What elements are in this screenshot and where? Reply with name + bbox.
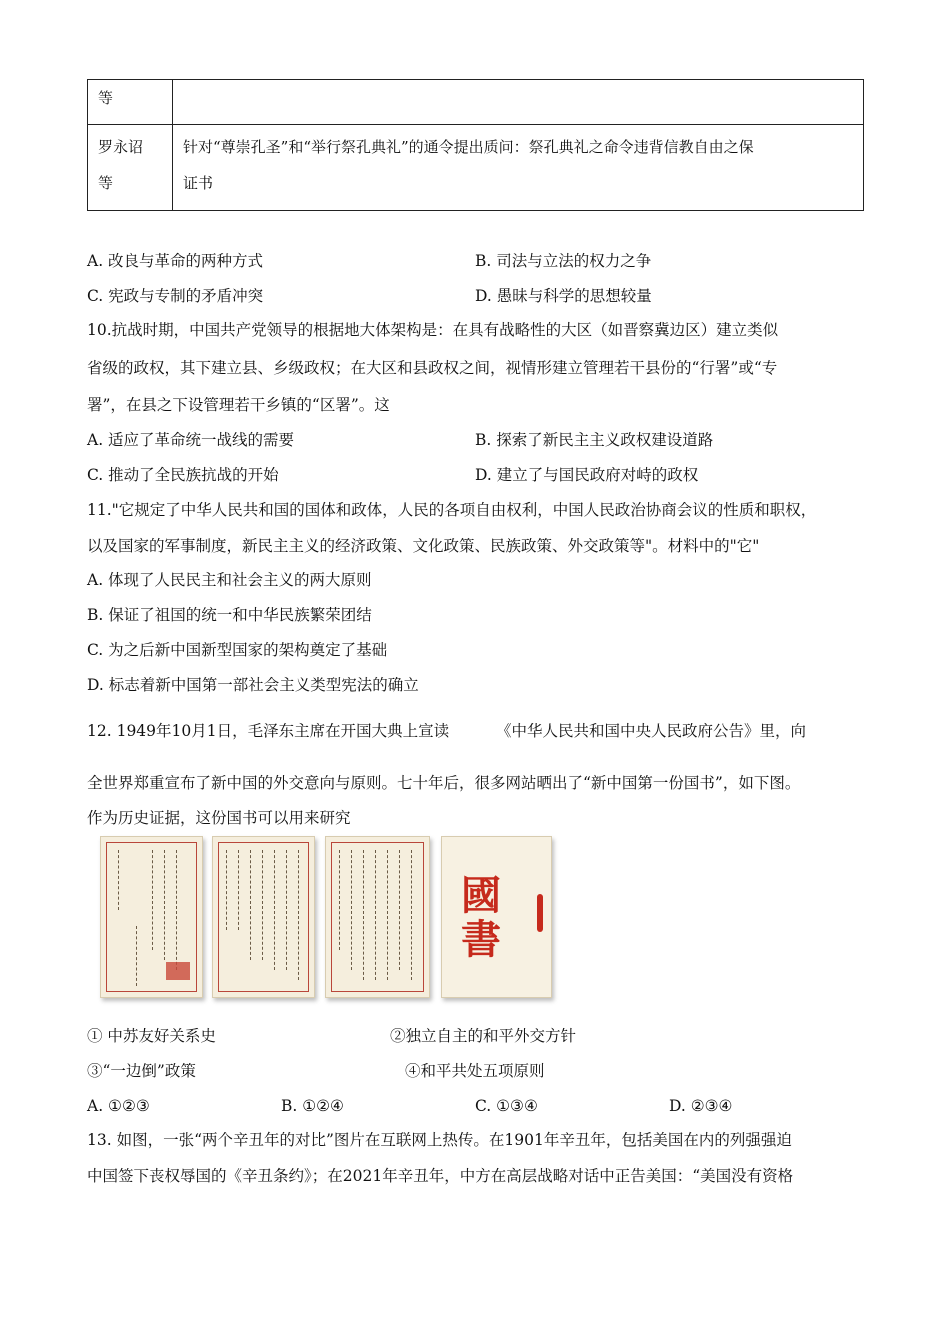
table-cell-content: 针对“尊崇孔圣”和“举行祭孔典礼”的通令提出质问：祭孔典礼之命令违背信教自由之保 证书 [173,125,864,211]
q12-stem-line: 作为历史证据，这份国书可以用来研究 [87,809,351,827]
q9-option-c[interactable]: C. 宪政与专制的矛盾冲突 [87,287,264,305]
state-letter-page-3 [325,836,430,998]
q11-stem-line: 11."它规定了中华人民共和国的国体和政体，人民的各项自由权利，中国人民政治协商会议的性质和职权， [87,501,817,519]
q9-option-d[interactable]: D. 愚昧与科学的思想较量 [475,287,652,305]
q10-stem-line: 10.抗战时期，中国共产党领导的根据地大体架构是：在具有战略性的大区（如晋察冀边区）建立类似 [87,321,779,339]
cover-seal-text: 國書 [461,872,501,963]
q11-option-a[interactable]: A. 体现了人民民主和社会主义的两大原则 [87,571,372,589]
state-letter-page-1 [100,836,203,998]
table-row [88,80,864,125]
state-letter-images [100,836,552,998]
table-cell-name: 罗永诏 等 [88,125,173,211]
q12-option-b[interactable]: B. ①②④ [281,1097,344,1115]
red-seal-stamp [166,962,190,980]
q12-stem-line: 12. 1949年10月1日，毛泽东主席在开国大典上宣读 [87,722,450,740]
table-row [88,125,864,211]
state-letter-page-2 [212,836,315,998]
q12-option-d[interactable]: D. ②③④ [669,1097,733,1115]
cover-red-mark [537,894,543,932]
q12-option-c[interactable]: C. ①③④ [475,1097,538,1115]
q11-option-c[interactable]: C. 为之后新中国新型国家的架构奠定了基础 [87,641,388,659]
reference-table [87,79,864,211]
q12-choice-4: ④和平共处五项原则 [405,1062,545,1080]
table-cell-name: 等 [88,80,173,125]
q12-choice-3: ③“一边倒”政策 [87,1062,196,1080]
q11-option-d[interactable]: D. 标志着新中国第一部社会主义类型宪法的确立 [87,676,419,694]
table-cell-content [173,80,864,125]
state-letter-cover [441,836,552,998]
q10-option-c[interactable]: C. 推动了全民族抗战的开始 [87,466,279,484]
q9-option-a[interactable]: A. 改良与革命的两种方式 [87,252,264,270]
q12-stem-line: 全世界郑重宣布了新中国的外交意向与原则。七十年后，很多网站晒出了“新中国第一份国书”，如下图。 [87,774,801,792]
q11-stem-line: 以及国家的军事制度，新民主主义的经济政策、文化政策、民族政策、外交政策等"。材料中的"它" [87,537,760,555]
q11-option-b[interactable]: B. 保证了祖国的统一和中华民族繁荣团结 [87,606,372,624]
q13-stem-line: 中国签下丧权辱国的《辛丑条约》；在2021年辛丑年，中方在高层战略对话中正告美国：“美国没有资格 [87,1167,794,1185]
q10-option-b[interactable]: B. 探索了新民主主义政权建设道路 [475,431,714,449]
q12-choice-1: ① 中苏友好关系史 [87,1027,216,1045]
q12-choice-2: ②独立自主的和平外交方针 [390,1027,577,1045]
q10-stem-line: 署”，在县之下设管理若干乡镇的“区署”。这 [87,396,390,414]
q10-stem-line: 省级的政权，其下建立县、乡级政权；在大区和县政权之间，视情形建立管理若干县份的“行署”或“专 [87,359,778,377]
q10-option-a[interactable]: A. 适应了革命统一战线的需要 [87,431,295,449]
q12-option-a[interactable]: A. ①②③ [87,1097,150,1115]
q9-option-b[interactable]: B. 司法与立法的权力之争 [475,252,652,270]
q12-stem-line: 《中华人民共和国中央人民政府公告》里，向 [496,722,807,740]
q13-stem-line: 13. 如图，一张“两个辛丑年的对比”图片在互联网上热传。在1901年辛丑年，包括美国在内的列强强迫 [87,1131,792,1149]
q10-option-d[interactable]: D. 建立了与国民政府对峙的政权 [475,466,699,484]
